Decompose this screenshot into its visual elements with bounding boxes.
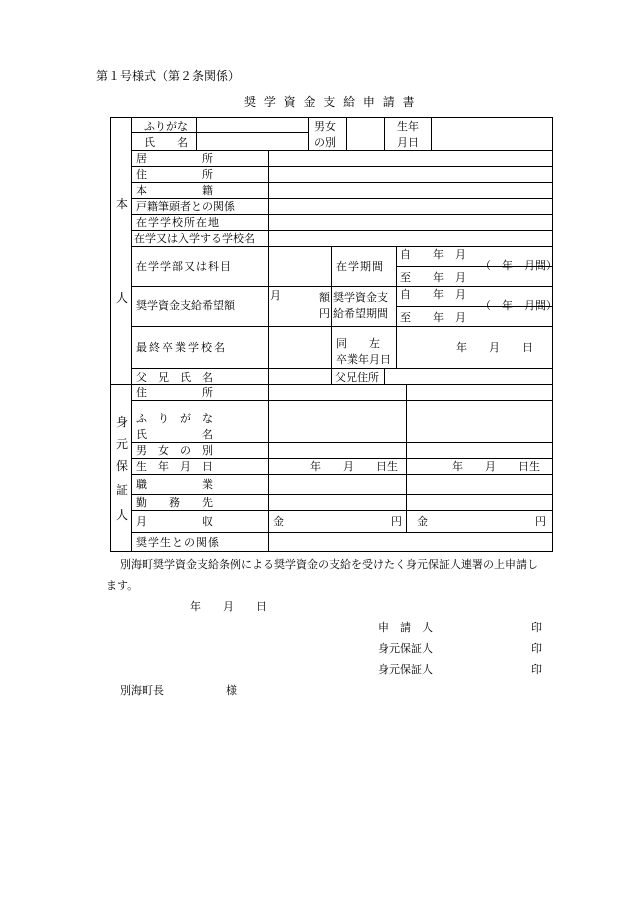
guarantor2-seal: 印	[531, 663, 542, 676]
furigana-field[interactable]	[198, 119, 306, 131]
school-location-label: 在学学校所在地	[136, 216, 220, 229]
guarantor1-workplace-field[interactable]	[270, 496, 405, 509]
sex-label-1: 男女	[314, 120, 336, 133]
form-number: 第１号様式（第２条関係）	[96, 69, 241, 83]
address-field[interactable]	[270, 168, 551, 181]
desired-period-to: 至 年 月	[400, 311, 466, 324]
name-field[interactable]	[198, 134, 306, 149]
address-label: 住 所	[136, 168, 213, 181]
guarantor1-income-yen: 円	[391, 515, 402, 528]
guarantor-occupation-label: 職 業	[136, 478, 213, 491]
study-period-to: 至 年 月	[400, 271, 466, 284]
study-period-from: 自 年 月	[400, 248, 466, 261]
guarantor-section-label-3: 保	[116, 459, 129, 473]
guarantor1-income-field[interactable]	[288, 513, 388, 530]
relation-to-head-label: 戸籍筆頭者との関係	[136, 200, 235, 213]
graduation-label-2: 卒業年月日	[336, 353, 391, 366]
guarantor-sex-label: 男 女 の 別	[136, 444, 213, 457]
father-address-field[interactable]	[386, 370, 551, 383]
furigana-label: ふりがな	[144, 120, 188, 133]
guarantor-section-label-2: 元	[116, 437, 129, 451]
guarantor-name-label: 氏 名	[136, 428, 213, 441]
guarantor1-birth-value: 年 月 日生	[310, 460, 398, 473]
faculty-field[interactable]	[270, 248, 330, 285]
guarantor-section-label-4: 証	[116, 483, 129, 497]
guarantor1-occupation-field[interactable]	[270, 476, 405, 493]
applicant-sign-label: 申 請 人	[378, 621, 433, 634]
domicile-field[interactable]	[270, 184, 551, 197]
last-school-label: 最終卒業学校名	[136, 341, 227, 354]
guarantor2-sign-label: 身元保証人	[378, 663, 433, 676]
guarantor2-occupation-field[interactable]	[408, 476, 551, 493]
guarantor-address-label: 住 所	[136, 386, 213, 399]
addressee: 別海町長	[120, 684, 164, 697]
relation-to-head-field[interactable]	[270, 200, 551, 213]
study-period-total: （ 年 月間）	[480, 259, 557, 272]
guarantor1-income-kin: 金	[273, 515, 284, 528]
guarantor-relation-label: 奨学生との関係	[136, 536, 220, 549]
guarantor-furigana-label: ふ り が な	[136, 412, 213, 425]
birth-label-2: 月日	[397, 136, 419, 149]
birth-label-1: 生年	[397, 120, 419, 133]
residence-field[interactable]	[270, 152, 551, 165]
guarantor1-name-field[interactable]	[270, 402, 405, 441]
school-location-field[interactable]	[270, 216, 551, 229]
guarantor1-address-field[interactable]	[270, 386, 405, 399]
sex-field[interactable]	[348, 119, 383, 149]
guarantor-birth-label: 生 年 月 日	[136, 460, 213, 473]
guarantor2-income-yen: 円	[535, 515, 546, 528]
applicant-section-label-1: 本	[116, 197, 129, 211]
guarantor-section-label-5: 人	[116, 508, 129, 522]
guarantor2-income-kin: 金	[417, 515, 428, 528]
guarantor-workplace-label: 勤 務 先	[136, 496, 213, 509]
addressee-honorific: 様	[226, 684, 237, 697]
residence-label: 居 所	[136, 152, 213, 165]
sex-label-2: の別	[314, 136, 336, 149]
applicant-section-label-2: 人	[116, 291, 129, 305]
desired-period-label-2: 給希望期間	[333, 307, 388, 320]
guarantor2-workplace-field[interactable]	[408, 496, 551, 509]
guarantor2-birth-value: 年 月 日生	[452, 460, 540, 473]
amount-gaku-label: 額	[319, 291, 330, 304]
father-address-label: 父兄住所	[335, 371, 379, 384]
application-date: 年 月 日	[190, 600, 267, 613]
desired-period-total: （ 年 月間）	[480, 299, 557, 312]
birth-field[interactable]	[433, 119, 551, 149]
amount-yen-label: 円	[319, 307, 330, 320]
desired-period-label-1: 奨学資金支	[333, 291, 388, 304]
school-name-field[interactable]	[270, 232, 551, 245]
desired-amount-label: 奨学資金支給希望額	[136, 299, 235, 312]
statement-line-2: ます。	[106, 579, 139, 592]
guarantor1-sex-field[interactable]	[270, 444, 405, 457]
father-name-field[interactable]	[270, 370, 330, 383]
guarantor-income-label: 月 収	[136, 515, 213, 528]
guarantor-section-label-1: 身	[116, 415, 129, 429]
applicant-seal: 印	[531, 621, 542, 634]
guarantor2-address-field[interactable]	[408, 386, 551, 399]
guarantor2-income-field[interactable]	[432, 513, 532, 530]
faculty-label: 在学学部又は科目	[136, 260, 232, 273]
father-name-label: 父 兄 氏 名	[136, 371, 213, 384]
form-title: 奨 学 資 金 支 給 申 請 書	[244, 95, 417, 109]
guarantor2-name-field[interactable]	[408, 402, 551, 441]
graduation-label-1: 同 左	[336, 337, 380, 350]
graduation-date: 年 月 日	[456, 341, 533, 354]
last-school-field[interactable]	[270, 328, 330, 367]
amount-month-label: 月	[270, 289, 281, 302]
guarantor-relation-field[interactable]	[270, 534, 551, 550]
name-label: 氏 名	[144, 136, 188, 149]
desired-amount-field[interactable]	[282, 300, 320, 316]
study-period-label: 在学期間	[336, 260, 384, 273]
desired-period-from: 自 年 月	[400, 288, 466, 301]
statement-line-1: 別海町奨学資金支給条例による奨学資金の支給を受けたく身元保証人連署の上申請し	[120, 558, 538, 571]
guarantor1-seal: 印	[531, 642, 542, 655]
guarantor2-sex-field[interactable]	[408, 444, 551, 457]
guarantor1-sign-label: 身元保証人	[378, 642, 433, 655]
school-name-label: 在学又は入学する学校名	[134, 232, 255, 245]
domicile-label: 本 籍	[136, 184, 213, 197]
